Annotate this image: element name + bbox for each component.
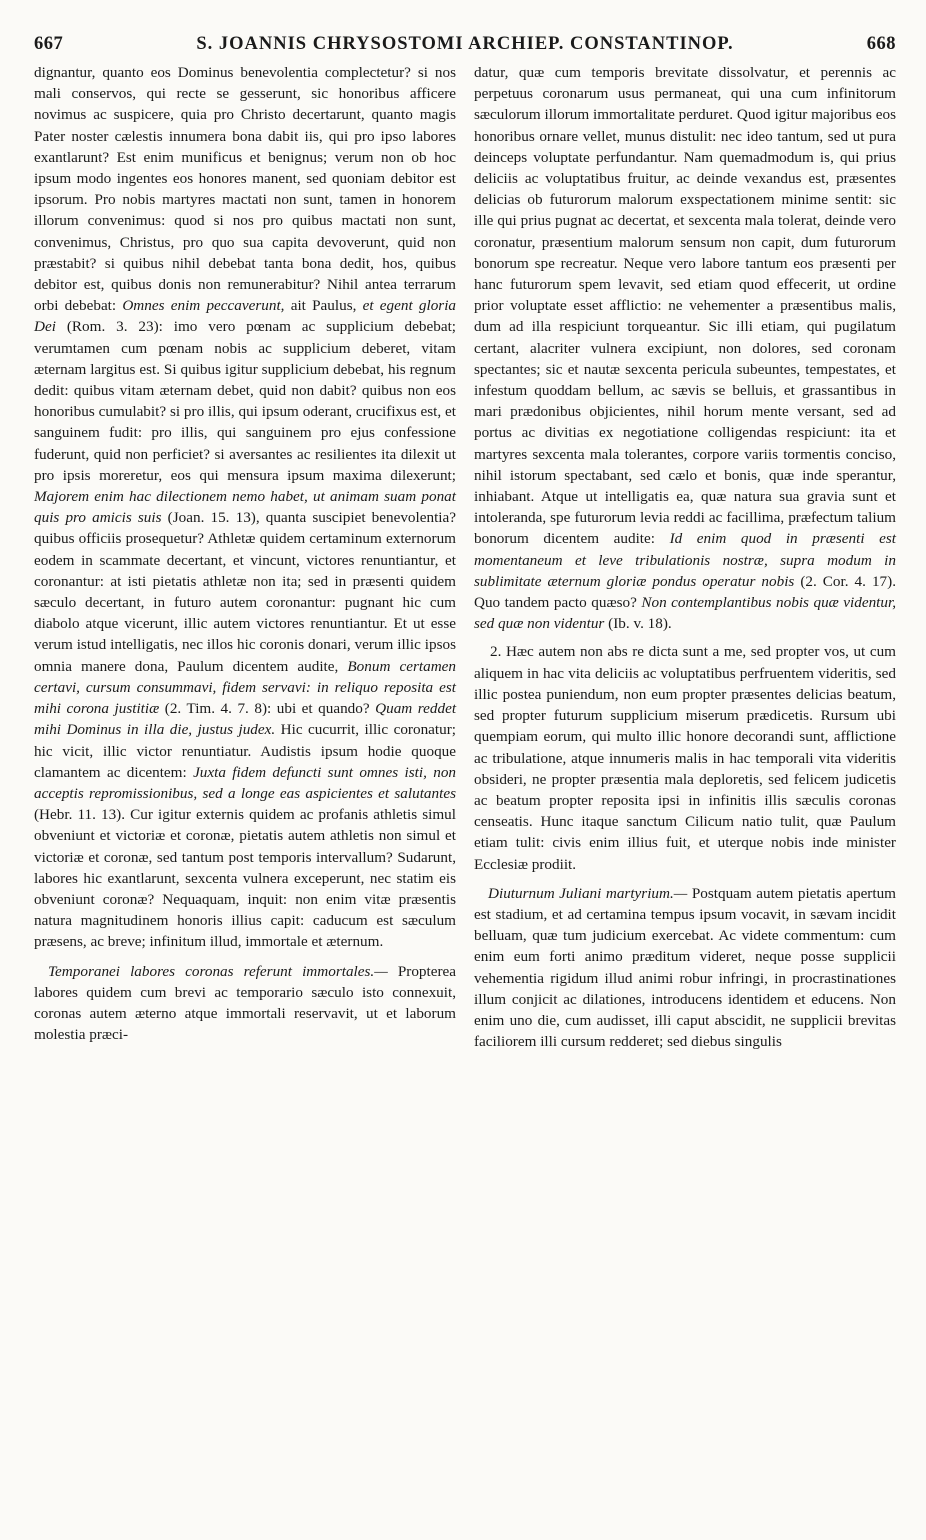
text-run: Postquam autem pietatis apertum est stadium, et ad certamina tempus ipsum vocavit, in sævam incidit belluam, quæ tum judicium exercebat. Ac videte commentum: cum enim eum forti animo præditum videret, neque posse supplicii vehementia rigidum illud animi robur infringi, in procrastinationes illum conjicit ac dilationes, introducens identidem et educens. Non enim uno die, cum audisset, illi caput abscidit, ne supplicii brevitas faciliorem illi cursum redderet; sed diebus singulis (474, 884, 896, 1051)
section-heading: Diuturnum Juliani martyrium.— (488, 884, 688, 902)
paragraph (474, 62, 896, 634)
scripture-quote: Omnes enim peccaverunt, (122, 297, 285, 315)
text-run: Hic cucurrit, illic coronatur; hic vicit, illic victor renuntiatur. Audistis ipsum hodie quoque clamantem ac dicentem: (34, 721, 457, 781)
text-run: (Joan. 15. 13), quanta suscipiet benevolentia? quibus officiis prosequetur? Athletæ quidem certaminum externorum eodem in scammate decertant, et vincunt, victores renuntiantur, et coronantur: at isti pietatis athletæ non ita; sed in præsenti quidem sæculo decertant, in futuro autem coronantur: pugnant hic cum diabolo atque vicerunt, illic autem victores renuntiantur. Et ut esse verum istud intelligatis, nec illos hic coronis donari, verum illic ipsos omnia manere dona, Paulum dicentem audite, (34, 509, 457, 675)
text-run: (Rom. 3. 23): imo vero pœnam ac supplicium debebat; verumtamen cum pœnam nobis ac supplicium deberet, vitam æternam largitus est. Si quibus igitur supplicium debebat, his regnum dedit: quibus vitam æternam debet, quid non dabit? quibus non eos honoribus cumulabit? si pro illis, qui ipsum oderant, crucifixus est, et sanguinem fudit: pro illis, qui sanguinem pro ejus confessione fuderunt, quid non perficiet? si aversantes ac resilientes ita dilexit ut pro ipsis moreretur, eos qui mensura ipsum maxima dilexerunt; (34, 318, 457, 484)
section-heading: Temporanei labores coronas referunt immortales.— (48, 962, 388, 980)
running-head (34, 34, 896, 60)
scripture-quote: et egent gloria Dei (34, 297, 457, 336)
running-title: S. JOANNIS CHRYSOSTOMI ARCHIEP. CONSTANTINOP. (196, 34, 734, 54)
scripture-quote: Quam reddet mihi Dominus in illa die, justus judex. (34, 700, 457, 739)
text-run: datur, quæ cum temporis brevitate dissolvatur, et perennis ac perpetuus coronarum usus permaneat, qui una cum infinitorum sæculorum illorum immortalitate perduret. Quod igitur majoribus eos honoribus ornare vellet, munus distulit: nec ideo tantum, sed ut pura deinceps voluptate perfundantur. Nam quemadmodum is, qui prius deliciis ac voluptatibus fruitur, ac deinde vexandus est, præsentes delicias ob futurorum malorum exspectationem minime sentit: sic ille qui prius pugnat ac decertat, et sexcenta mala tolerat, deinde vero coronatur, præsentium malorum sensum non capit, dum futurorum bonorum spe recreatur. Neque vero labore tantum eos præsenti per hanc futurorum spem levavit, sed etiam quod effecerit, ut ordine prior voluptate esset afflictio: ne vehementer a præsentibus malis, dum ad illa respiciunt torqueantur. Sic illi etiam, qui pugilatum certant, alacriter vulnera excipiunt, non dolores, sed coronam spectantes; sic et nautæ sexcenta pericula subeuntes, tempestates, et infestum quoddam bellum, ac sævis se belluis, et grassantibus in mari prædonibus objicientes, nihil horum mente versant, sed ad portus ac divitias ex negotiatione colligendas respiciunt: ita et martyres sexcenta mala tolerantes, corpore variis tormentis conciso, nihil istorum spectabant, sed cælo et bonis, quæ inde sperantur, inhiabant. Atque ut intelligatis ea, quæ natura sua gravia sunt et intoleranda, spe futurorum levia reddi ac facillima, præfectum talium bonorum dicentem audite: (474, 64, 896, 548)
right-column (474, 62, 896, 1052)
text-run: (2. Cor. 4. 17). Quo tandem pacto quæso? (474, 572, 896, 612)
text-run: Propterea labores quidem cum brevi ac temporario sæculo isto connexuit, coronas autem æterno atque immortali reservavit, ut et laborum molestia præci- (34, 962, 457, 1044)
scripture-quote: Id enim quod in præsenti est momentaneum et leve tribulationis nostræ, supra modum in sublimitate æternum gloriæ pondus operatur nobis (474, 530, 896, 590)
text-columns (34, 62, 896, 1052)
scripture-quote: Juxta fidem defuncti sunt omnes isti, non acceptis repromissionibus, sed a longe eas aspicientes et salutantes (34, 763, 457, 802)
text-run: (2. Tim. 4. 7. 8): ubi et quando? (164, 700, 370, 718)
scripture-quote: Bonum certamen certavi, cursum consummavi, fidem servavi: in reliquo reposita est mihi corona justitiæ (34, 657, 456, 718)
left-column (34, 62, 456, 1052)
text-run: ait Paulus, (290, 297, 357, 315)
page-number-right: 668 (866, 34, 896, 54)
paragraph (34, 961, 456, 1046)
paragraph (34, 62, 456, 953)
scripture-quote: Non contemplantibus nobis quæ videntur, sed quæ non videntur (474, 594, 897, 633)
text-run: (Ib. v. 18). (608, 615, 672, 633)
page-number-left: 667 (34, 34, 64, 54)
paragraph: 2. Hæc autem non abs re dicta sunt a me, sed propter vos, ut cum aliquem in hac vita deliciis ac voluptatibus perfruentem videritis, sed illic postea puniendum, non eum propter præsentes delicias beatum, sed propter futurum supplicium miserum prædicetis. Rursum ubi quempiam eorum, qui multo illic honore decorandi sunt, afflictione ac tribulatione, atque innumeris malis in hac temporali vita videritis obsideri, ne propter præsentia mala deploretis, sed felicem judicetis ac beatum propter reposita ipsi in infinitis illis sæculis coronas censeatis. Hunc itaque sanctum Cilicum natio tulit, quæ Paulum etiam tulit: civis enim illius fuit, et uterque nobis inde minister Ecclesiæ prodiit. (474, 643, 896, 873)
paragraph (474, 883, 896, 1053)
text-run: (Hebr. 11. 13). Cur igitur externis quidem ac profanis athletis simul obveniunt et victoriæ et coronæ, pietatis autem athletis non simul et victoriæ et coronæ, sed tantum post temporis intervallum? Sudarunt, labores hic exantlarunt, sexcenta vulnera exceperunt, nec statim eis obveniunt coronæ? Nequaquam, inquit: non enim vitæ præsentis natura magnitudinem honoris illius capit: caducum est sæculum præsens, ac breve; infinitum illud, immortale et æternum. (34, 806, 456, 951)
text-run: dignantur, quanto eos Dominus benevolentia complectetur? si nos mali conservos, qui recte se gesserunt, sic honoribus afficere novimus ac suspicere, quia pro Christo decertarunt, quanto magis Pater noster cælestis innumera bona dabit iis, qui pro ipso labores exantlarunt? Est enim munificus et benignus; verum non ob hoc ipsum modo ingentes eos honores manent, sed quoniam debitor est ipsorum. Pro nobis martyres mactati non sunt, tamen in honorem illorum convenimus: quod si nos pro quibus mactati non sunt, convenimus, Christus, pro quo sua capita devoverunt, quid non præstabit? si quibus nihil debebat tanta bona dedit, hos, quibus debitor est, quibus donis non remunerabitur? Nihil antea terrarum orbi debebat: (34, 64, 456, 315)
scripture-quote: Majorem enim hac dilectionem nemo habet, ut animam suam ponat quis pro amicis suis (34, 488, 456, 527)
